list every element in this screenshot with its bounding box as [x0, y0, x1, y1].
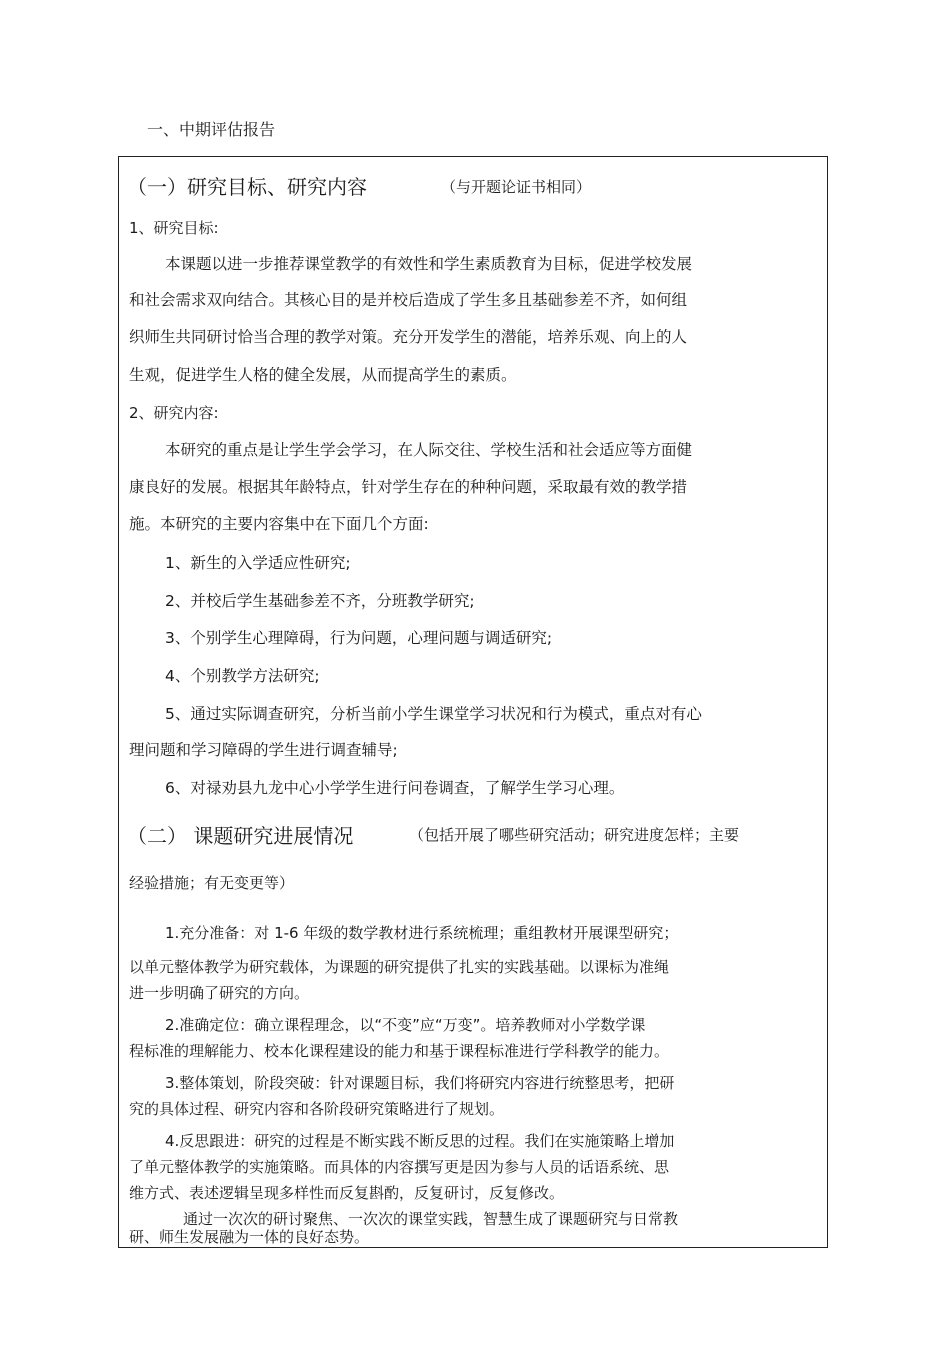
content-line: 施。本研究的主要内容集中在下面几个方面: [129, 515, 429, 533]
progress-line: 2.准确定位：确立课程理念，以“不变”应“万变”。培养教师对小学数学课 [165, 1016, 646, 1034]
progress-line: 4.反思跟进：研究的过程是不断实践不断反思的过程。我们在实施策略上增加 [165, 1132, 675, 1150]
content-label: 2、研究内容: [129, 404, 219, 422]
report-frame [118, 156, 828, 1248]
goal-line: 织师生共同研讨恰当合理的教学对策。充分开发学生的潜能，培养乐观、向上的人 [129, 328, 688, 346]
progress-line: 以单元整体教学为研究载体，为课题的研究提供了扎实的实践基础。以课标为准绳 [129, 958, 670, 976]
goal-label: 1、研究目标: [129, 219, 219, 237]
goal-line: 和社会需求双向结合。其核心目的是并校后造成了学生多且基础参差不齐，如何组 [129, 291, 688, 309]
progress-line: 究的具体过程、研究内容和各阶段研究策略进行了规划。 [129, 1100, 505, 1118]
content-line: 本研究的重点是让学生学会学习，在人际交往、学校生活和社会适应等方面健 [165, 441, 693, 459]
progress-line: 了单元整体教学的实施策略。而具体的内容撰写更是因为参与人员的话语系统、思 [129, 1158, 670, 1176]
content-item: 3、个别学生心理障碍，行为问题，心理问题与调适研究; [165, 629, 553, 647]
content-item: 4、个别教学方法研究; [165, 667, 320, 685]
content-item: 理问题和学习障碍的学生进行调查辅导; [129, 741, 398, 759]
content-item: 2、并校后学生基础参差不齐，分班教学研究; [165, 592, 475, 610]
section2-note: 经验措施；有无变更等） [129, 874, 295, 892]
progress-line: 通过一次次的研讨聚焦、一次次的课堂实践，智慧生成了课题研究与日常教 [183, 1210, 679, 1228]
section2-title: （二） 课题研究进展情况 [127, 824, 354, 848]
progress-line: 进一步明确了研究的方向。 [129, 984, 310, 1002]
progress-line: 1.充分准备：对 1-6 年级的数学教材进行系统梳理；重组教材开展课型研究； [165, 924, 679, 942]
progress-line: 研、师生发展融为一体的良好态势。 [129, 1228, 370, 1246]
section2-note: （包括开展了哪些研究活动；研究进度怎样；主要 [409, 826, 740, 844]
goal-line: 生观，促进学生人格的健全发展，从而提高学生的素质。 [129, 366, 517, 384]
section1-note: （与开题论证书相同） [441, 178, 592, 196]
document-heading: 一、中期评估报告 [147, 120, 276, 139]
progress-line: 3.整体策划，阶段突破：针对课题目标，我们将研究内容进行统整思考，把研 [165, 1074, 675, 1092]
progress-line: 维方式、表述逻辑呈现多样性而反复斟酌，反复研讨，反复修改。 [129, 1184, 565, 1202]
section1-title: （一）研究目标、研究内容 [127, 175, 367, 199]
content-item: 5、通过实际调查研究，分析当前小学生课堂学习状况和行为模式，重点对有心 [165, 705, 702, 723]
content-item: 1、新生的入学适应性研究; [165, 554, 351, 572]
progress-line: 程标准的理解能力、校本化课程建设的能力和基于课程标准进行学科教学的能力。 [129, 1042, 670, 1060]
goal-line: 本课题以进一步推荐课堂教学的有效性和学生素质教育为目标，促进学校发展 [165, 255, 693, 273]
content-line: 康良好的发展。根据其年龄特点，针对学生存在的种种问题，采取最有效的教学措 [129, 478, 688, 496]
content-item: 6、对禄劝县九龙中心小学学生进行问卷调查，了解学生学习心理。 [165, 779, 625, 797]
